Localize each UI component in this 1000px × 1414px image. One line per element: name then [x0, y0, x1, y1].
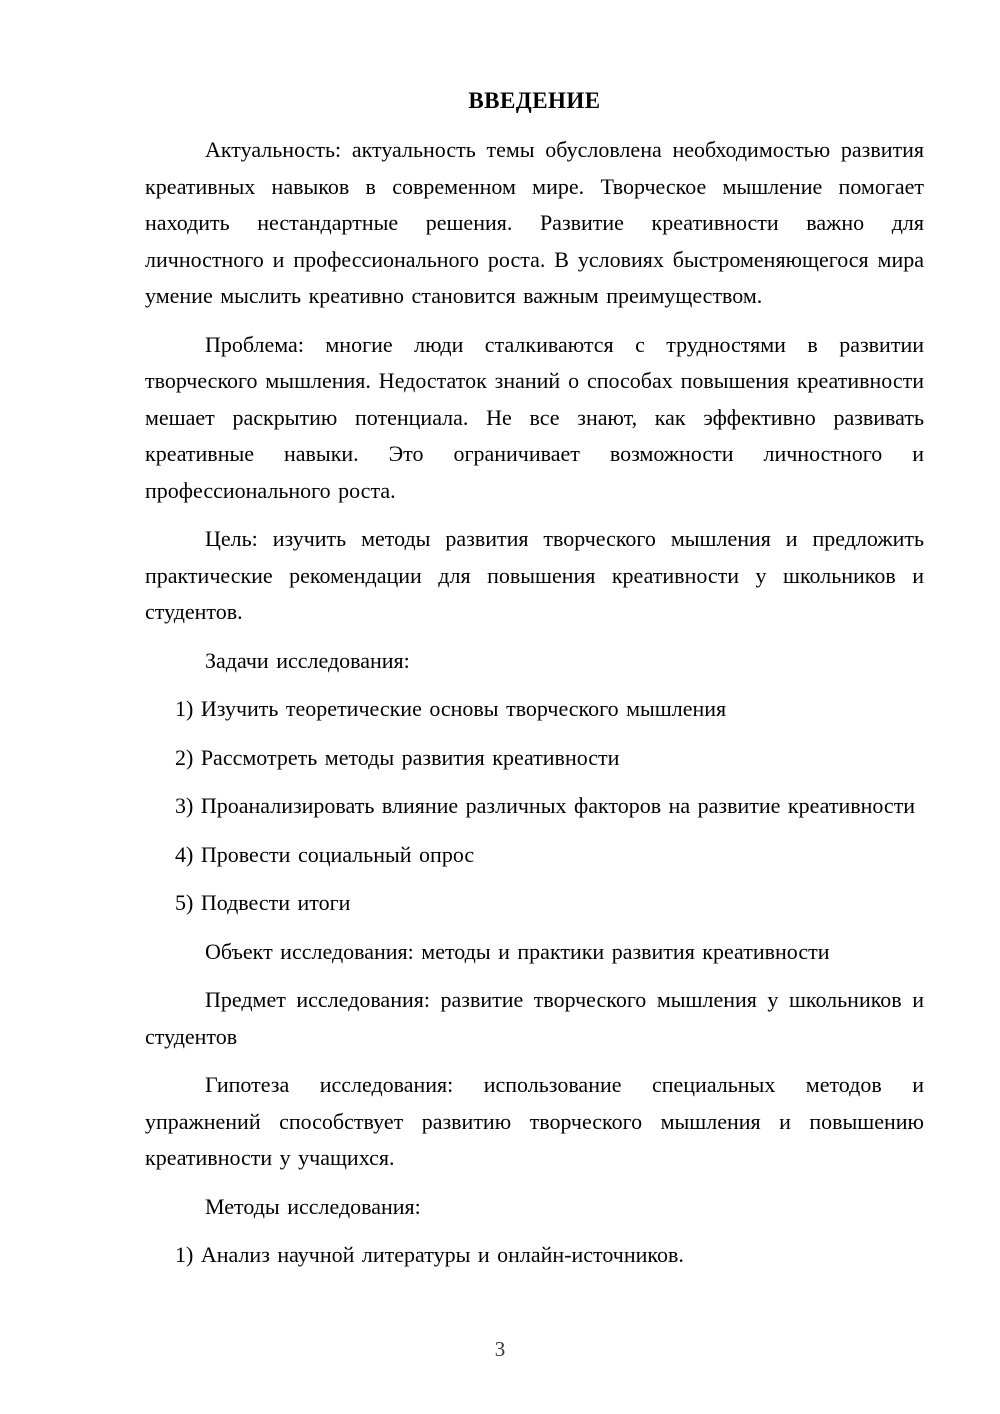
task-item-3: 3) Проанализировать влияние различных факторов на развитие креативности: [175, 793, 916, 818]
task-item-5: 5) Подвести итоги: [175, 890, 351, 915]
paragraph-problem: Проблема: многие люди сталкиваются с трудностями в развитии творческого мышления. Недостаток знаний о способах повышения креативности мешает раскрытию потенциала. Не все знают, как эффективно развивать креативные навыки. Это ограничивает возможности личностного и профессионального роста.: [145, 331, 924, 503]
method-item-1: 1) Анализ научной литературы и онлайн-источников.: [175, 1242, 684, 1267]
methods-heading: Методы исследования:: [205, 1193, 421, 1219]
paragraph-actuality: Актуальность: актуальность темы обусловлена необходимостью развития креативных навыков в современном мире. Творческое мышление помогает находить нестандартные решения. Развитие креативности важно для личностного и профессионального роста. В условиях быстроменяющегося мира умение мыслить креативно становится важным преимуществом.: [145, 137, 924, 308]
tasks-heading: Задачи исследования:: [205, 647, 410, 673]
paragraph-hypothesis: Гипотеза исследования: использование специальных методов и упражнений способствует развитию творческого мышления и повышению креативности у учащихся.: [145, 1072, 924, 1170]
task-item-4: 4) Провести социальный опрос: [175, 841, 475, 867]
paragraph-object: Объект исследования: методы и практики развития креативности: [205, 938, 830, 964]
task-item-1: 1) Изучить теоретические основы творческого мышления: [175, 696, 727, 721]
paragraph-subject: Предмет исследования: развитие творческого мышления у школьников и студентов: [145, 987, 924, 1049]
page-title: ВВЕДЕНИЕ: [468, 88, 601, 113]
task-item-2: 2) Рассмотреть методы развития креативности: [175, 744, 620, 770]
paragraph-goal: Цель: изучить методы развития творческого мышления и предложить практические рекомендации для повышения креативности у школьников и студентов.: [145, 526, 924, 624]
page-number: 3: [494, 1337, 506, 1361]
